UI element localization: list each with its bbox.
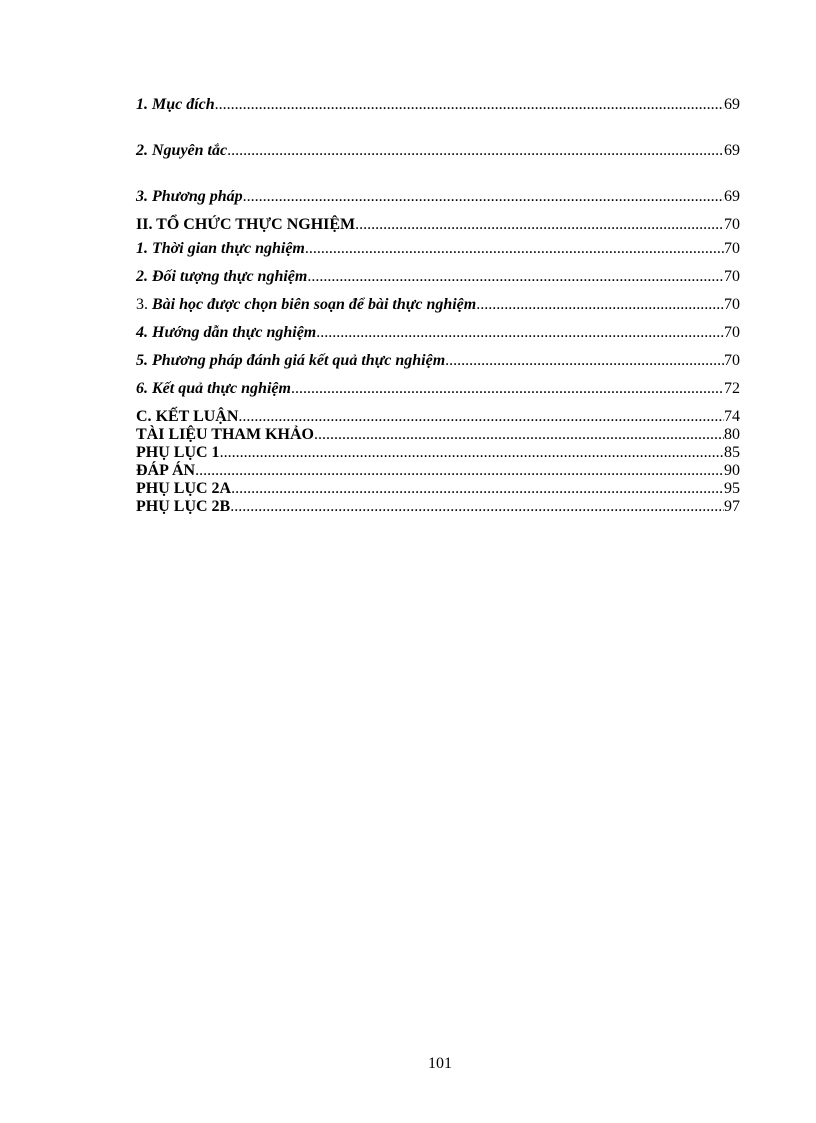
page-number: 101 (428, 1055, 452, 1072)
toc-entry-phuong-phap[interactable] (136, 188, 740, 206)
toc-entry-number: II. (136, 216, 153, 233)
toc-entry-thoi-gian-thuc-nghiem[interactable] (136, 240, 740, 258)
dot-leader (243, 188, 724, 206)
toc-entry-huong-dan-thuc-nghiem[interactable] (136, 324, 740, 342)
toc-entry-page: 69 (724, 188, 740, 205)
dot-leader (314, 426, 724, 444)
toc-entry-phu-luc-1[interactable] (136, 444, 740, 462)
dot-leader (238, 408, 724, 426)
toc-entry-title: TỔ CHỨC THỰC NGHIỆM (156, 216, 356, 233)
toc-entry-title: ĐÁP ÁN (136, 462, 196, 479)
toc-entry-page: 70 (724, 240, 740, 257)
toc-entry-page: 80 (724, 426, 740, 443)
toc-entry-title: Phương pháp đánh giá kết quả thực nghiệm (152, 352, 446, 369)
toc-entry-page: 74 (724, 408, 740, 425)
dot-leader (355, 216, 724, 234)
toc-entry-title: TÀI LIỆU THAM KHẢO (136, 426, 314, 443)
toc-entry-title: Thời gian thực nghiệm (152, 240, 305, 257)
toc-entry-page: 69 (724, 96, 740, 113)
toc-entry-phu-luc-2b[interactable] (136, 498, 740, 516)
toc-entry-title: Hướng dẫn thực nghiệm (152, 324, 317, 341)
toc-entry-phuong-phap-danh-gia[interactable] (136, 352, 740, 370)
dot-leader (195, 462, 724, 480)
toc-entry-number: 3. (136, 188, 148, 205)
dot-leader (476, 296, 724, 314)
toc-entry-page: 95 (724, 480, 740, 497)
toc-entry-number: 2. (136, 268, 148, 285)
dot-leader (231, 480, 724, 498)
dot-leader (445, 352, 724, 370)
toc-entry-title: KẾT LUẬN (155, 408, 239, 425)
toc-entry-page: 70 (724, 296, 740, 313)
dot-leader (291, 380, 724, 398)
dot-leader (220, 444, 724, 462)
dot-leader (316, 324, 724, 342)
toc-entry-title: Phương pháp (152, 188, 243, 205)
toc-entry-ket-luan[interactable] (136, 408, 740, 426)
dot-leader (230, 498, 724, 516)
toc-entry-number: 1. (136, 240, 148, 257)
toc-entry-title: PHỤ LỤC 2B (136, 498, 231, 515)
toc-entry-title: Kết quả thực nghiệm (152, 380, 291, 397)
toc-entry-title: PHỤ LỤC 2A (136, 480, 232, 497)
dot-leader (305, 240, 724, 258)
toc-entry-phu-luc-2a[interactable] (136, 480, 740, 498)
toc-entry-page: 90 (724, 462, 740, 479)
toc-entry-page: 85 (724, 444, 740, 461)
toc-entry-title: Mục đích (152, 96, 215, 113)
toc-entry-number: 1. (136, 96, 148, 113)
toc-entry-number: C. (136, 408, 152, 425)
toc-entry-title: Bài học được chọn biên soạn để bài thực nghiệm (152, 296, 477, 313)
table-of-contents (136, 96, 740, 516)
toc-entry-title: PHỤ LỤC 1 (136, 444, 220, 461)
dot-leader (215, 96, 724, 114)
toc-entry-page: 97 (724, 498, 740, 515)
dot-leader (307, 268, 724, 286)
toc-entry-doi-tuong-thuc-nghiem[interactable] (136, 268, 740, 286)
toc-entry-number: 4. (136, 324, 148, 341)
toc-entry-page: 72 (724, 380, 740, 397)
dot-leader (227, 142, 724, 160)
toc-entry-page: 69 (724, 142, 740, 159)
toc-entry-to-chuc-thuc-nghiem[interactable] (136, 216, 740, 234)
toc-entry-dap-an[interactable] (136, 462, 740, 480)
toc-entry-tai-lieu-tham-khao[interactable] (136, 426, 740, 444)
toc-entry-title: Nguyên tắc (152, 142, 228, 159)
toc-entry-page: 70 (724, 216, 740, 233)
toc-entry-page: 70 (724, 352, 740, 369)
toc-entry-number: 3. (136, 296, 148, 313)
toc-entry-bai-hoc-duoc-chon[interactable] (136, 296, 740, 314)
toc-entry-ket-qua-thuc-nghiem[interactable] (136, 380, 740, 398)
toc-entry-muc-dich[interactable] (136, 96, 740, 114)
toc-entry-number: 2. (136, 142, 148, 159)
toc-entry-number: 5. (136, 352, 148, 369)
toc-entry-page: 70 (724, 324, 740, 341)
toc-entry-nguyen-tac[interactable] (136, 142, 740, 160)
toc-entry-title: Đối tượng thực nghiệm (152, 268, 308, 285)
toc-entry-page: 70 (724, 268, 740, 285)
toc-entry-number: 6. (136, 380, 148, 397)
